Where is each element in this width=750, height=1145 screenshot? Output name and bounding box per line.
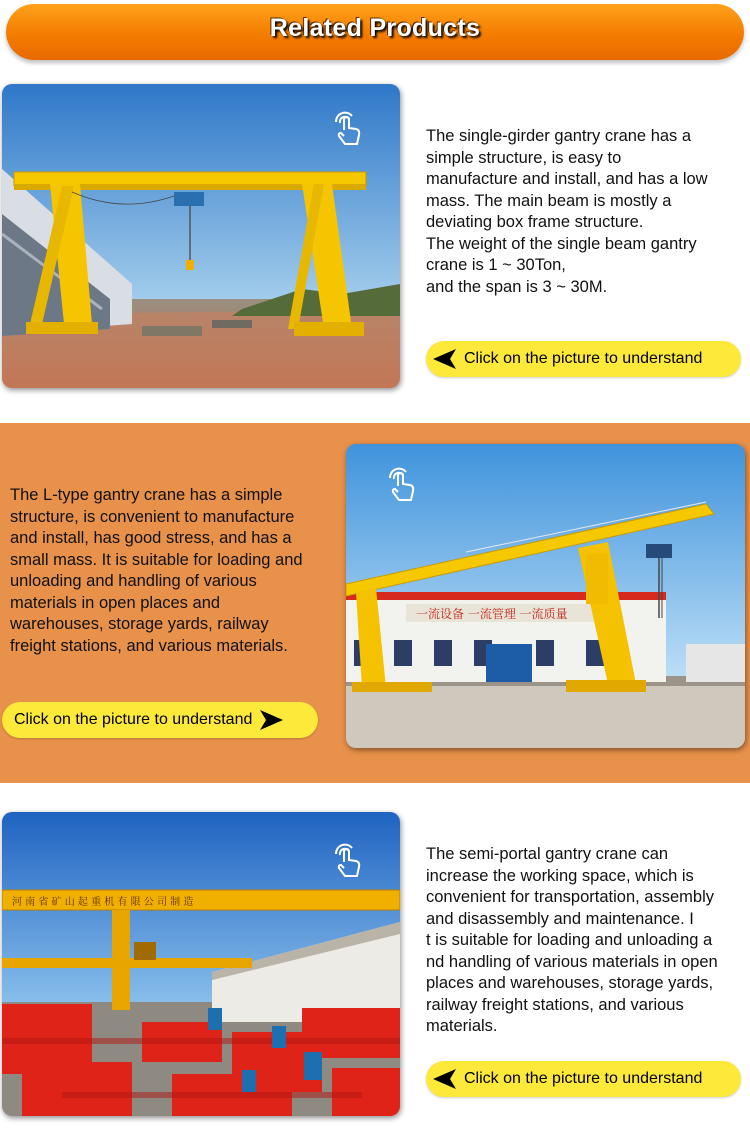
cta-label: Click on the picture to understand [464,1070,703,1087]
click-picture-button[interactable] [426,1061,741,1097]
beam-lettering: 河 南 省 矿 山 起 重 机 有 限 公 司 制 造 [12,897,194,908]
click-picture-button[interactable] [426,341,741,377]
product-description: The single-girder gantry crane has a simple structure, is easy to manufacture and install, and has a low mass. The main beam is mostly a deviating box frame structure. The weight of the single beam gantry crane is 1 ~ 30Ton, and the span is 3 ~ 30M. [426,127,708,296]
product-image-single-girder[interactable] [2,84,400,388]
building-sign: 一流设备 一流管理 一流质量 [416,607,568,621]
product-description: The L-type gantry crane has a simple structure, is convenient to manufacture and install, has good stress, and has a small mass. It is suitable for loading and unloading and handling of various materials in open places and warehouses, storage yards, railway freight stations, and various materials. [10,486,303,655]
product-image-l-type[interactable] [346,444,745,748]
header [0,0,750,68]
arrow-left-icon [432,348,458,370]
arrow-right-icon [258,709,284,731]
click-picture-button[interactable] [2,702,318,738]
cta-label: Click on the picture to understand [14,711,253,728]
hand-tap-icon [382,464,422,504]
product-image-semi-portal[interactable] [2,812,400,1116]
hand-tap-icon [328,840,368,880]
product-description: The semi-portal gantry crane can increase the working space, which is convenient for transportation, assembly and disassembly and maintenance. I t is suitable for loading and unloading a nd handling of various materials in open places and warehouses, storage yards, railway freight stations, and various materials. [426,845,718,1035]
cta-label: Click on the picture to understand [464,350,703,367]
hand-tap-icon [328,108,368,148]
page-title: Related Products [269,14,481,42]
arrow-left-icon [432,1068,458,1090]
